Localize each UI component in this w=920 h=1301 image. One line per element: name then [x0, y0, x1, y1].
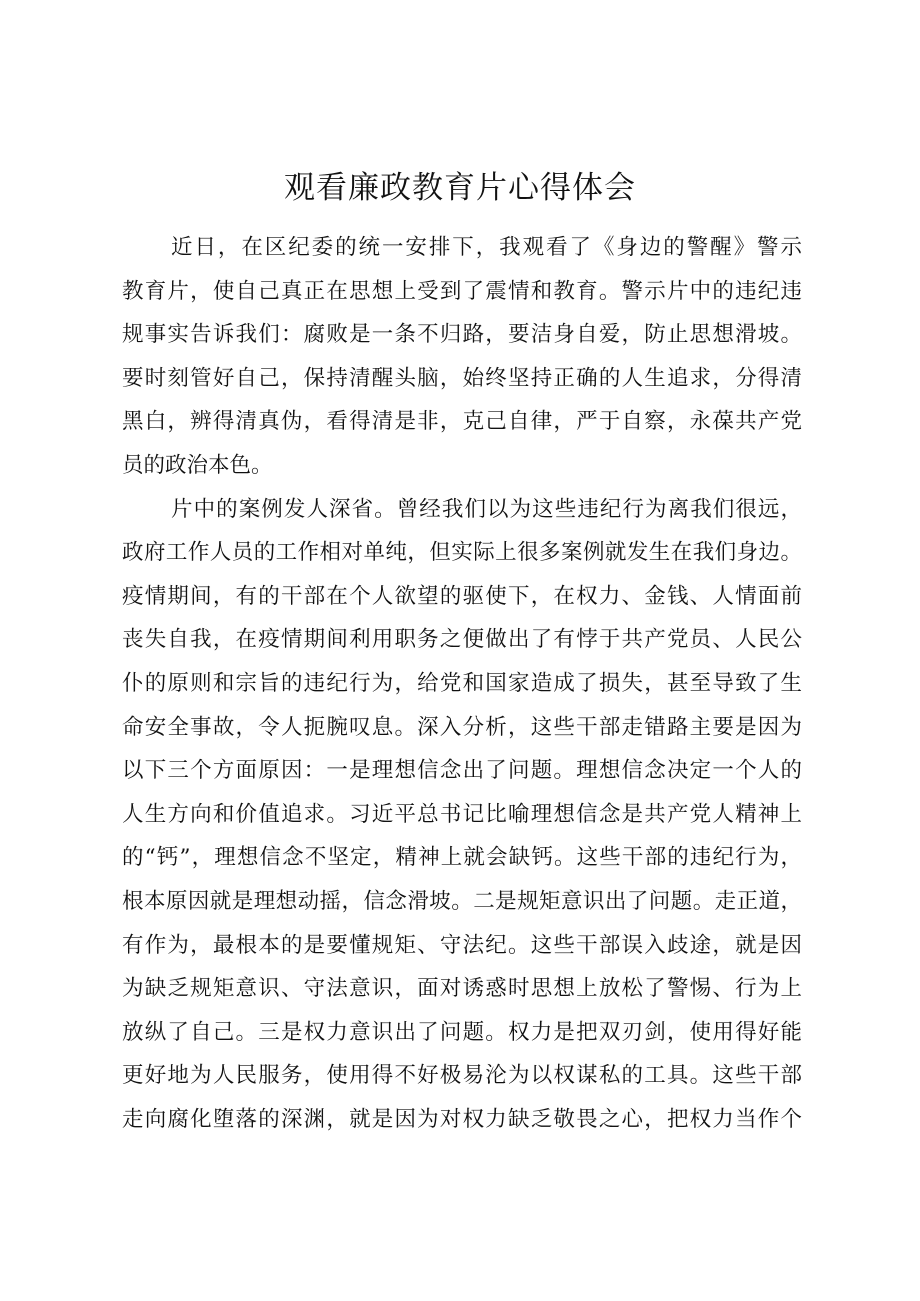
text-line: 仆的原则和宗旨的违纪行为，给党和国家造成了损失，甚至导致了生	[122, 670, 802, 696]
text-line: 以下三个方面原因：一是理想信念出了问题。理想信念决定一个人的	[122, 758, 802, 784]
text-line: 近日，在区纪委的统一安排下，我观看了《身边的警醒》警示	[171, 235, 802, 260]
text-line: 放纵了自己。三是权力意识出了问题。权力是把双刃剑，使用得好能	[122, 1019, 802, 1045]
text-line: 人生方向和价值追求。习近平总书记比喻理想信念是共产党人精神上	[122, 801, 802, 827]
text-line: 片中的案例发人深省。曾经我们以为这些违纪行为离我们很远，	[171, 496, 802, 522]
text-line: 丧失自我，在疫情期间利用职务之便做出了有悖于共产党员、人民公	[122, 627, 802, 653]
document-title: 观看廉政教育片心得体会	[284, 170, 636, 206]
text-line: 黑白，辨得清真伪，看得清是非，克己自律，严于自察，永葆共产党	[122, 409, 802, 435]
paragraph-1	[122, 226, 802, 488]
text-line: 命安全事故，令人扼腕叹息。深入分析，这些干部走错路主要是因为	[122, 714, 802, 740]
paragraph-2	[122, 488, 802, 1142]
text-line: 疫情期间，有的干部在个人欲望的驱使下，在权力、金钱、人情面前	[122, 583, 802, 609]
text-line: 规事实告诉我们：腐败是一条不归路，要洁身自爱，防止思想滑坡。	[122, 322, 802, 348]
text-line: 员的政治本色。	[122, 452, 273, 478]
text-line: 根本原因就是理想动摇，信念滑坡。二是规矩意识出了问题。走正道，	[122, 888, 802, 914]
text-line: 有作为，最根本的是要懂规矩、守法纪。这些干部误入歧途，就是因	[122, 932, 802, 958]
text-line: 政府工作人员的工作相对单纯，但实际上很多案例就发生在我们身边。	[122, 540, 802, 566]
text-line: 为缺乏规矩意识、守法意识，面对诱惑时思想上放松了警惕、行为上	[122, 976, 802, 1002]
text-line: 要时刻管好自己，保持清醒头脑，始终坚持正确的人生追求，分得清	[122, 365, 802, 391]
text-line: 的“钙”，理想信念不坚定，精神上就会缺钙。这些干部的违纪行为，	[122, 845, 802, 871]
text-line: 走向腐化堕落的深渊，就是因为对权力缺乏敬畏之心，把权力当作个	[122, 1106, 802, 1132]
text-line: 更好地为人民服务，使用得不好极易沦为以权谋私的工具。这些干部	[122, 1063, 802, 1089]
document-body	[122, 226, 802, 1141]
text-line: 教育片，使自己真正在思想上受到了震情和教育。警示片中的违纪违	[122, 278, 802, 304]
